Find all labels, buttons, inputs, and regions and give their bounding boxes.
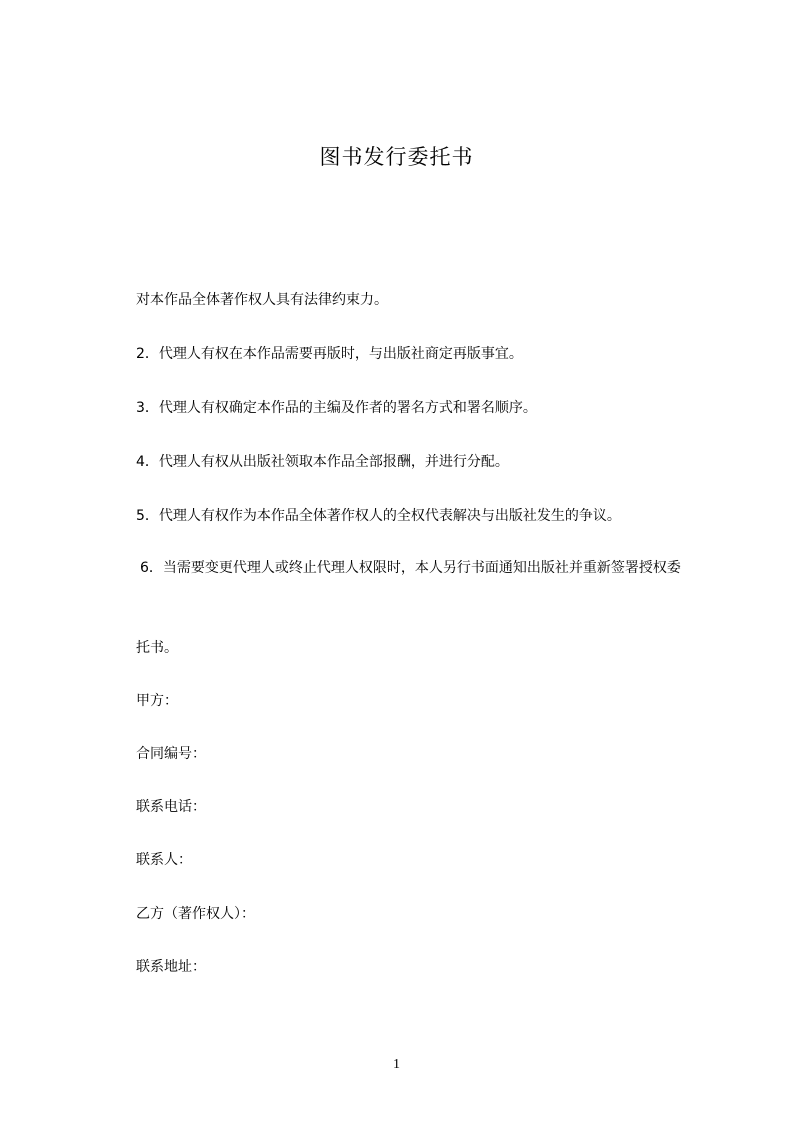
field-contact-person: 联系人： [136,852,192,868]
paragraph-binding-effect: 对本作品全体著作权人具有法律约束力。 [136,292,388,308]
field-party-b: 乙方（著作权人）： [136,906,255,922]
paragraph-clause-6-continued: 托书。 [136,640,178,656]
field-contact-address: 联系地址： [136,959,206,975]
field-party-a: 甲方： [136,693,178,709]
page-number: 1 [393,1057,400,1072]
paragraph-clause-3: 3．代理人有权确定本作品的主编及作者的署名方式和署名顺序。 [136,400,537,416]
paragraph-clause-4: 4．代理人有权从出版社领取本作品全部报酬，并进行分配。 [136,454,509,470]
paragraph-clause-6: 6．当需要变更代理人或终止代理人权限时，本人另行书面通知出版社并重新签署授权委 [140,560,681,576]
field-contact-phone: 联系电话： [136,799,206,815]
paragraph-clause-2: 2．代理人有权在本作品需要再版时，与出版社商定再版事宜。 [136,346,523,362]
field-contract-number: 合同编号： [136,746,206,762]
paragraph-clause-5: 5．代理人有权作为本作品全体著作权人的全权代表解决与出版社发生的争议。 [136,508,621,524]
document-title: 图书发行委托书 [319,145,474,169]
